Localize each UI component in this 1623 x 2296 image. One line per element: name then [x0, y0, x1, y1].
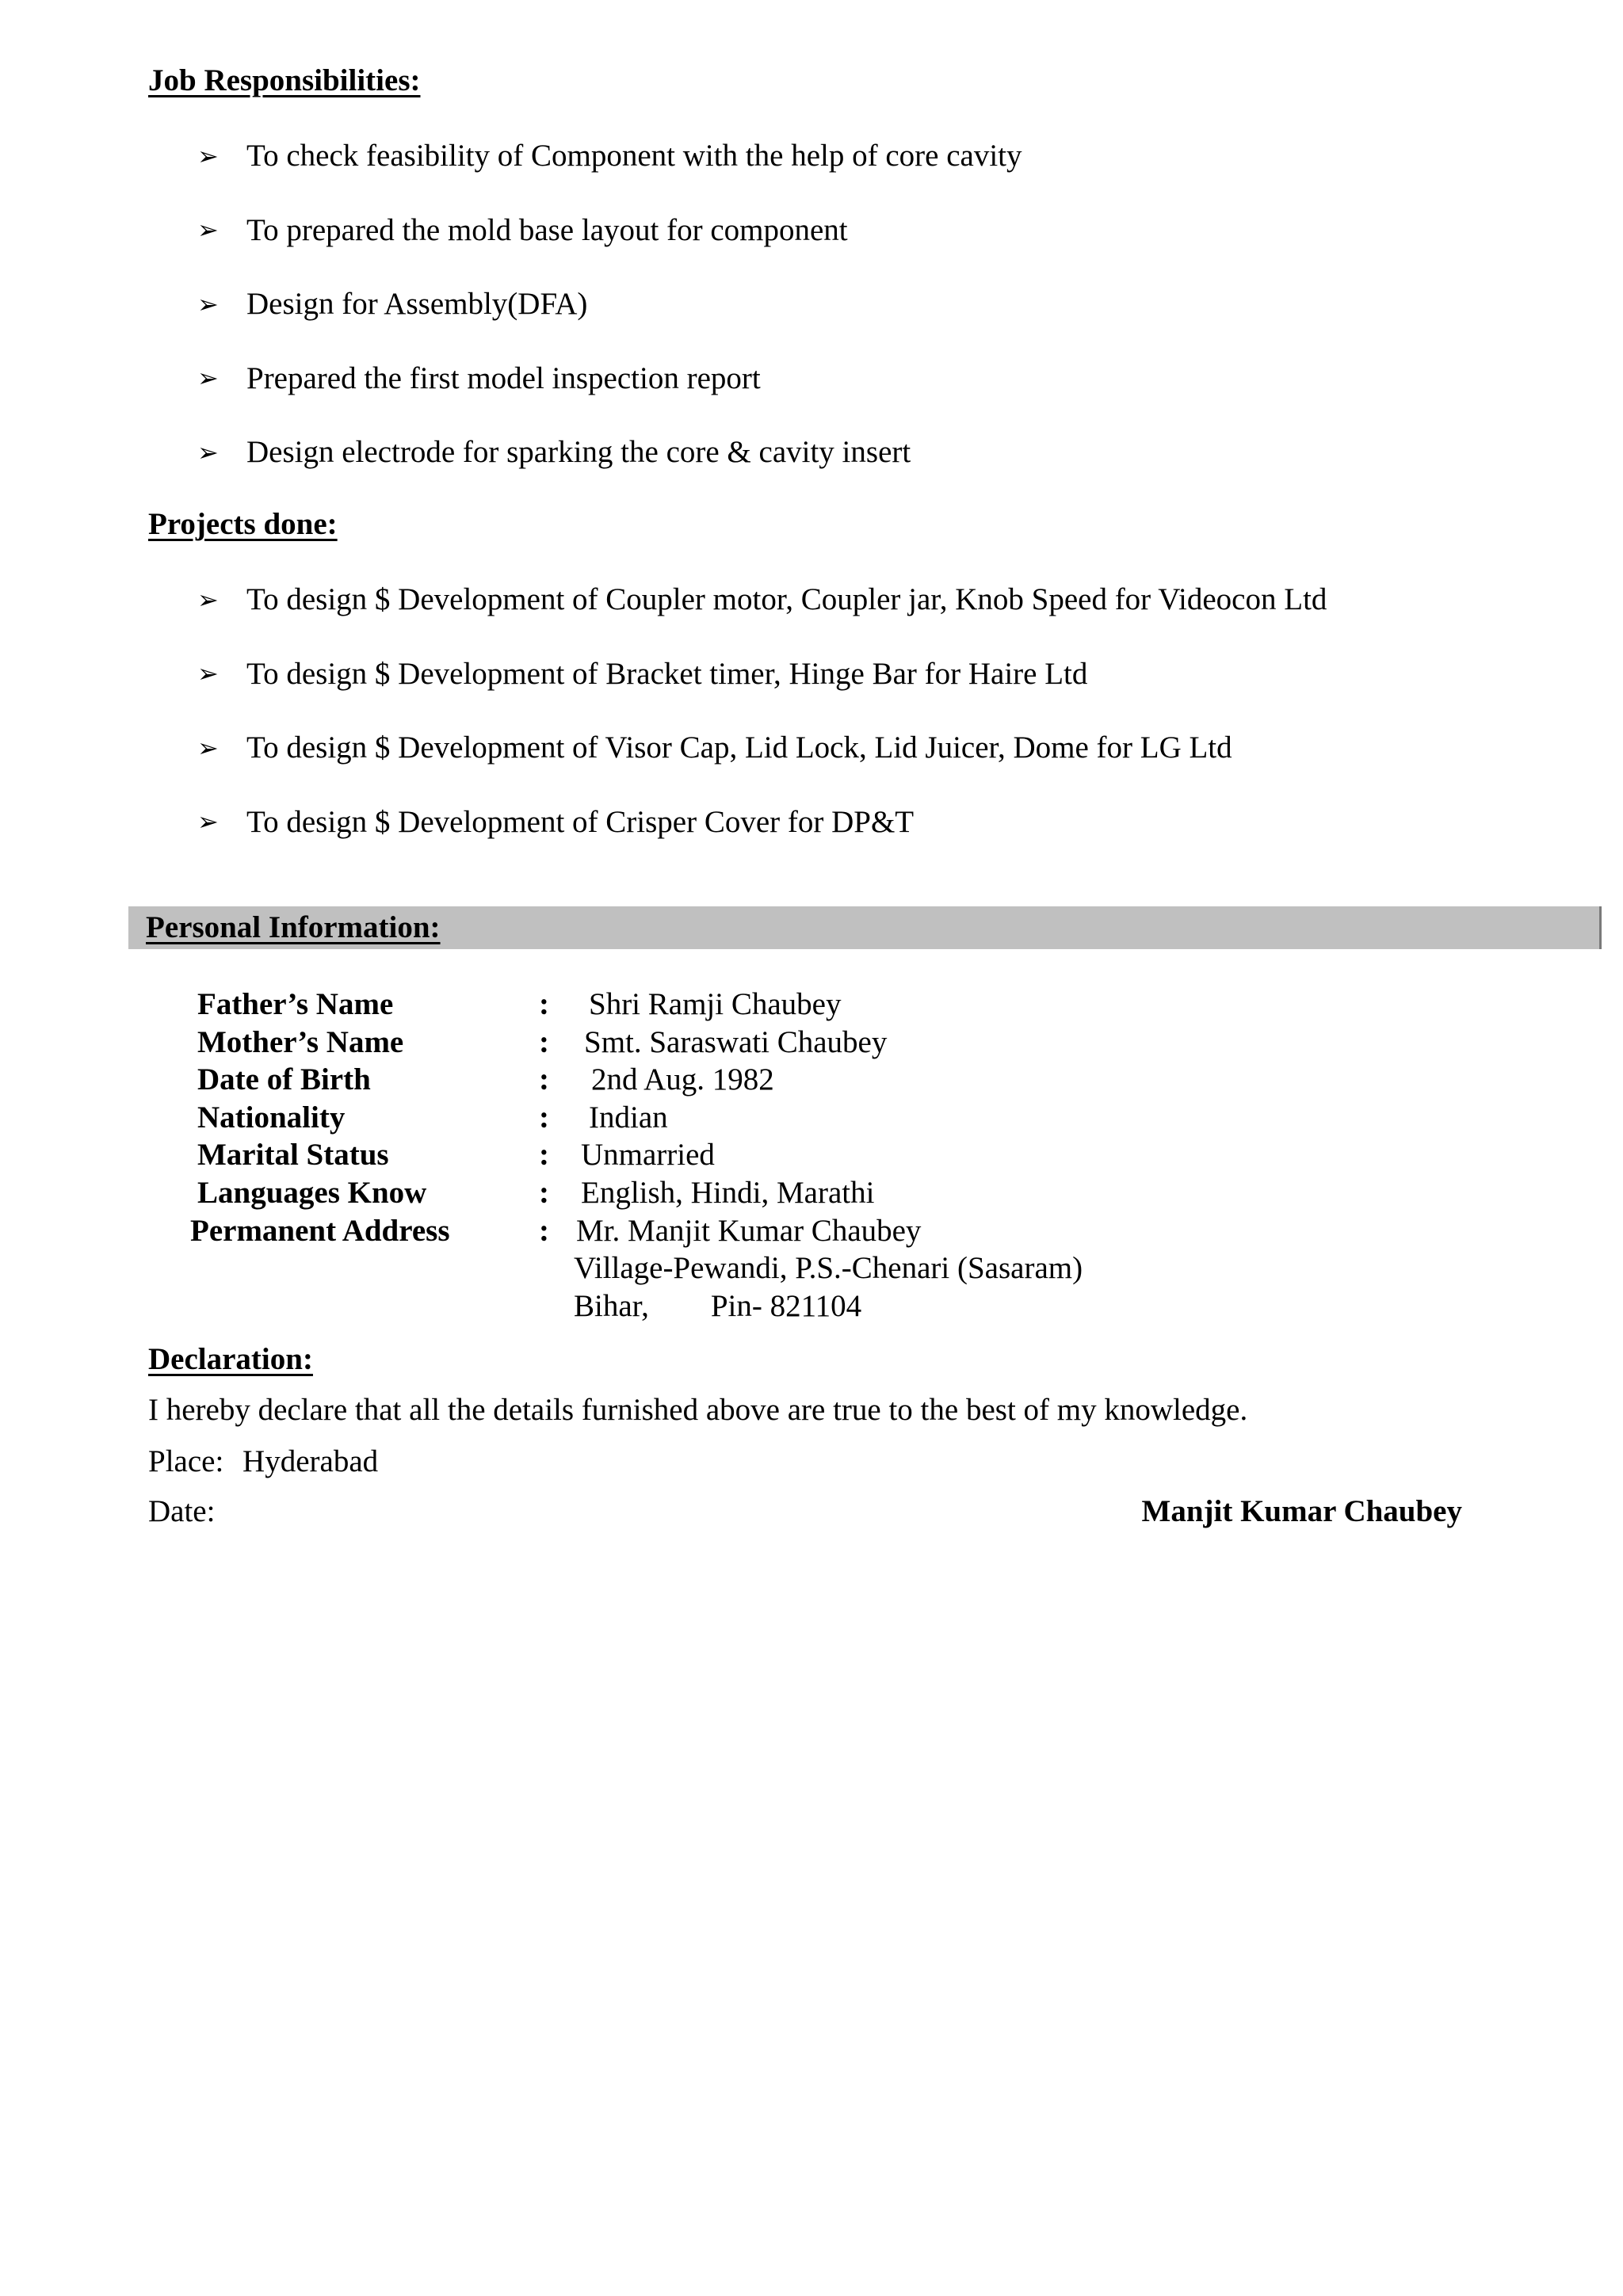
info-colon: :: [539, 1100, 549, 1135]
list-item: [197, 785, 1327, 860]
info-value: Shri Ramji Chaubey: [589, 987, 842, 1021]
info-label: Mother’s Name: [197, 1025, 404, 1059]
info-row-permanent-address: [0, 1215, 1623, 1253]
arrowhead-bullet-icon: ➢: [197, 807, 219, 837]
job-responsibilities-list: [197, 119, 1022, 490]
job-responsibilities-heading: Job Responsibilities:: [148, 63, 421, 97]
list-item: [197, 119, 1022, 193]
place-line: [148, 1446, 378, 1477]
arrowhead-bullet-icon: ➢: [197, 140, 219, 171]
projects-heading: Projects done:: [148, 507, 338, 541]
info-row-fathers-name: [0, 989, 1623, 1027]
list-item: [197, 415, 1022, 490]
list-item-text: To prepared the mold base layout for component: [246, 212, 848, 247]
info-row-marital-status: [0, 1139, 1623, 1177]
info-colon: :: [539, 1138, 549, 1172]
list-item-text: To design $ Development of Visor Cap, Lid Lock, Lid Juicer, Dome for LG Ltd: [246, 730, 1232, 765]
place-label: Place:: [148, 1444, 224, 1478]
address-line: Bihar, Pin- 821104: [574, 1289, 862, 1323]
arrowhead-bullet-icon: ➢: [197, 215, 219, 246]
info-colon: :: [539, 1025, 549, 1059]
declaration-heading: Declaration:: [148, 1342, 313, 1376]
list-item-text: To check feasibility of Component with the help of core cavity: [246, 139, 1022, 174]
info-label: Permanent Address: [190, 1214, 450, 1248]
info-label: Languages Know: [197, 1176, 427, 1210]
arrowhead-bullet-icon: ➢: [197, 437, 219, 467]
arrowhead-bullet-icon: ➢: [197, 658, 219, 689]
info-row-nationality: [0, 1102, 1623, 1140]
arrowhead-bullet-icon: ➢: [197, 363, 219, 394]
date-label: Date:: [148, 1494, 216, 1528]
info-colon: :: [539, 987, 549, 1021]
info-value: Smt. Saraswati Chaubey: [584, 1025, 888, 1059]
info-label: Nationality: [197, 1100, 346, 1135]
info-colon: :: [539, 1062, 549, 1097]
list-item: [197, 267, 1022, 341]
list-item: [197, 341, 1022, 416]
info-colon: :: [539, 1176, 549, 1210]
info-value: Mr. Manjit Kumar Chaubey: [576, 1214, 922, 1248]
list-item-text: To design $ Development of Crisper Cover for DP&T: [246, 804, 915, 839]
list-item: [197, 711, 1327, 785]
place-value: Hyderabad: [242, 1444, 379, 1478]
arrowhead-bullet-icon: ➢: [197, 584, 219, 615]
info-value: Unmarried: [581, 1138, 715, 1172]
list-item-text: Prepared the first model inspection report: [246, 360, 761, 395]
info-label: Father’s Name: [197, 987, 394, 1021]
list-item-text: Design electrode for sparking the core & cavity insert: [246, 435, 911, 470]
info-value: Indian: [589, 1100, 668, 1135]
info-colon: :: [539, 1214, 549, 1248]
list-item: [197, 637, 1327, 711]
list-item-text: To design $ Development of Bracket timer, Hinge Bar for Haire Ltd: [246, 656, 1088, 691]
projects-list: [197, 563, 1327, 859]
list-item-text: To design $ Development of Coupler motor, Coupler jar, Knob Speed for Videocon Ltd: [246, 582, 1327, 617]
info-value: 2nd Aug. 1982: [591, 1062, 774, 1097]
personal-information-bar: [128, 906, 1602, 949]
list-item-text: Design for Assembly(DFA): [246, 287, 588, 322]
arrowhead-bullet-icon: ➢: [197, 288, 219, 319]
address-line: Village-Pewandi, P.S.-Chenari (Sasaram): [574, 1251, 1083, 1285]
info-row-mothers-name: [0, 1027, 1623, 1065]
list-item: [197, 193, 1022, 268]
personal-information-heading: Personal Information:: [146, 910, 441, 944]
info-row-date-of-birth: [0, 1064, 1623, 1102]
info-label: Marital Status: [197, 1138, 389, 1172]
info-row-languages: [0, 1177, 1623, 1215]
declaration-text: I hereby declare that all the details furnished above are true to the best of my knowledge.: [148, 1393, 1248, 1427]
arrowhead-bullet-icon: ➢: [197, 732, 219, 763]
signature-name: Manjit Kumar Chaubey: [1141, 1494, 1462, 1528]
info-value: English, Hindi, Marathi: [581, 1176, 875, 1210]
info-label: Date of Birth: [197, 1062, 371, 1097]
list-item: [197, 563, 1327, 637]
